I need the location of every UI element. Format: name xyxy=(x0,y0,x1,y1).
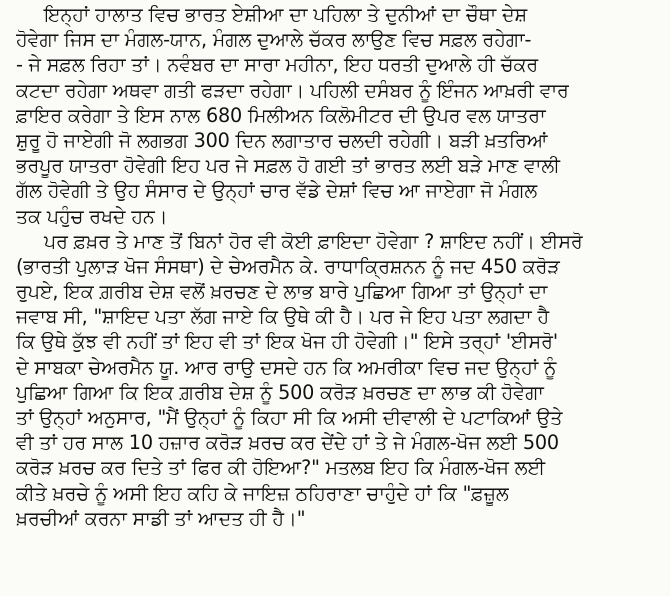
text-line: ਪੁਛਿਆ ਗਿਆ ਕਿ ਇਕ ਗ਼ਰੀਬ ਦੇਸ਼ ਨੂੰ 500 ਕਰੋੜ ਖ਼ਰਚਣ ਦਾ ਲਾਭ ਕੀ ਹੋਵੇਗਾ xyxy=(16,380,544,404)
text-line: ਤਾਂ ਉਨ੍ਹਾਂ ਅਨੁਸਾਰ, "ਮੈਂ ਉਨ੍ਹਾਂ ਨੂੰ ਕਿਹਾ ਸੀ ਕਿ ਅਸੀ ਦੀਵਾਲੀ ਦੇ ਪਟਾਕਿਆਂ ਉਤੇ xyxy=(16,406,563,429)
text-line: ਭਰਪੂਰ ਯਾਤਰਾ ਹੋਵੇਗੀ ਇਹ ਪਰ ਜੇ ਸਫ਼ਲ ਹੋ ਗਈ ਤਾਂ ਭਾਰਤ ਲਈ ਬੜੇ ਮਾਣ ਵਾਲੀ xyxy=(16,154,560,178)
text-line: ਖ਼ਰਚੀਆਂ ਕਰਨਾ ਸਾਡੀ ਤਾਂ ਆਦਤ ਹੀ ਹੈ।" xyxy=(16,506,306,530)
text-line: ਪਰ ਫ਼ਖ਼ਰ ਤੇ ਮਾਣ ਤੋਂ ਬਿਨਾਂ ਹੋਰ ਵੀ ਕੋਈ ਫ਼ਾਇਦਾ ਹੋਵੇਗਾ ? ਸ਼ਾਇਦ ਨਹੀਂ। ਈਸਰੋ xyxy=(44,229,583,253)
text-line: ਦੇ ਸਾਬਕਾ ਚੇਅਰਮੈਨ ਯੂ. ਆਰ ਰਾਉ ਦਸਦੇ ਹਨ ਕਿ ਅਮਰੀਕਾ ਵਿਚ ਜਦ ਉਨ੍ਹਾਂ ਨੂੰ xyxy=(16,355,557,379)
text-line: (ਭਾਰਤੀ ਪੁਲਾੜ ਖੋਜ ਸੰਸਥਾ) ਦੇ ਚੇਅਰਮੈਨ ਕੇ. ਰਾਧਾਕ੍ਰਿਸ਼ਨਨ ਨੂੰ ਜਦ 450 ਕਰੋੜ xyxy=(16,254,560,278)
text-line: ਜਵਾਬ ਸੀ, "ਸ਼ਾਇਦ ਪਤਾ ਲੱਗ ਜਾਏ ਕਿ ਉਥੇ ਕੀ ਹੈ। ਪਰ ਜੇ ਇਹ ਪਤਾ ਲਗਦਾ ਹੈ xyxy=(16,305,550,329)
text-line: ਸ਼ੁਰੂ ਹੋ ਜਾਏਗੀ ਜੋ ਲਗਭਗ 300 ਦਿਨ ਲਗਾਤਾਰ ਚਲਦੀ ਰਹੇਗੀ। ਬੜੀ ਖ਼ਤਰਿਆਂ xyxy=(16,128,548,152)
text-line: ਕਰੋੜ ਖ਼ਰਚ ਕਰ ਦਿਤੇ ਤਾਂ ਫਿਰ ਕੀ ਹੋਇਆ?" ਮਤਲਬ ਇਹ ਕਿ ਮੰਗਲ-ਖੋਜ ਲਈ xyxy=(16,456,546,480)
paragraph-1 xyxy=(16,2,662,229)
text-line: ਇਨ੍ਹਾਂ ਹਾਲਾਤ ਵਿਚ ਭਾਰਤ ਏਸ਼ੀਆ ਦਾ ਪਹਿਲਾ ਤੇ ਦੁਨੀਆਂ ਦਾ ਚੌਥਾ ਦੇਸ਼ xyxy=(44,3,528,26)
text-line: ਕਿ ਉਥੇ ਕੁੱਝ ਵੀ ਨਹੀਂ ਤਾਂ ਇਹ ਵੀ ਤਾਂ ਇਕ ਖੋਜ ਹੀ ਹੋਵੇਗੀ।" ਇਸੇ ਤਰ੍ਹਾਂ 'ਈਸਰੋ' xyxy=(16,330,558,354)
text-line: ਫ਼ਾਇਰ ਕਰੇਗਾ ਤੇ ਇਸ ਨਾਲ 680 ਮਿਲੀਅਨ ਕਿਲੋਮੀਟਰ ਦੀ ਉਪਰ ਵਲ ਯਾਤਰਾ xyxy=(16,103,546,127)
paragraph-2 xyxy=(16,229,662,531)
text-line: ਤਕ ਪਹੁੰਚ ਰਖਦੇ ਹਨ। xyxy=(16,204,168,228)
text-line: ਹੋਵੇਗਾ ਜਿਸ ਦਾ ਮੰਗਲ-ਯਾਨ, ਮੰਗਲ ਦੁਆਲੇ ਚੱਕਰ ਲਾਉਣ ਵਿਚ ਸਫ਼ਲ ਰਹੇਗਾ- xyxy=(16,28,532,52)
text-line: - ਜੇ ਸਫ਼ਲ ਰਿਹਾ ਤਾਂ। ਨਵੰਬਰ ਦਾ ਸਾਰਾ ਮਹੀਨਾ, ਇਹ ਧਰਤੀ ਦੁਆਲੇ ਹੀ ਚੱਕਰ xyxy=(16,53,539,77)
text-line: ਕਟਦਾ ਰਹੇਗਾ ਅਥਵਾ ਗਤੀ ਫੜਦਾ ਰਹੇਗਾ। ਪਹਿਲੀ ਦਸੰਬਰ ਨੂੰ ਇੰਜਨ ਆਖ਼ਰੀ ਵਾਰ xyxy=(16,78,569,102)
text-line: ਕੀਤੇ ਖ਼ਰਚੇ ਨੂੰ ਅਸੀ ਇਹ ਕਹਿ ਕੇ ਜਾਇਜ਼ ਠਹਿਰਾਣਾ ਚਾਹੁੰਦੇ ਹਾਂ ਕਿ "ਫ਼ਜ਼ੂਲ xyxy=(16,481,509,505)
text-line: ਗੱਲ ਹੋਵੇਗੀ ਤੇ ਉਹ ਸੰਸਾਰ ਦੇ ਉਨ੍ਹਾਂ ਚਾਰ ਵੱਡੇ ਦੇਸ਼ਾਂ ਵਿਚ ਆ ਜਾਏਗਾ ਜੋ ਮੰਗਲ xyxy=(16,179,538,203)
text-line: ਵੀ ਤਾਂ ਹਰ ਸਾਲ 10 ਹਜ਼ਾਰ ਕਰੋੜ ਖ਼ਰਚ ਕਰ ਦੇਂਦੇ ਹਾਂ ਤੇ ਜੇ ਮੰਗਲ-ਖੋਜ ਲਈ 500 xyxy=(16,431,559,455)
text-line: ਰੁਪਏ, ਇਕ ਗ਼ਰੀਬ ਦੇਸ਼ ਵਲੋਂ ਖ਼ਰਚਣ ਦੇ ਲਾਭ ਬਾਰੇ ਪੁਛਿਆ ਗਿਆ ਤਾਂ ਉਨ੍ਹਾਂ ਦਾ xyxy=(16,280,548,304)
